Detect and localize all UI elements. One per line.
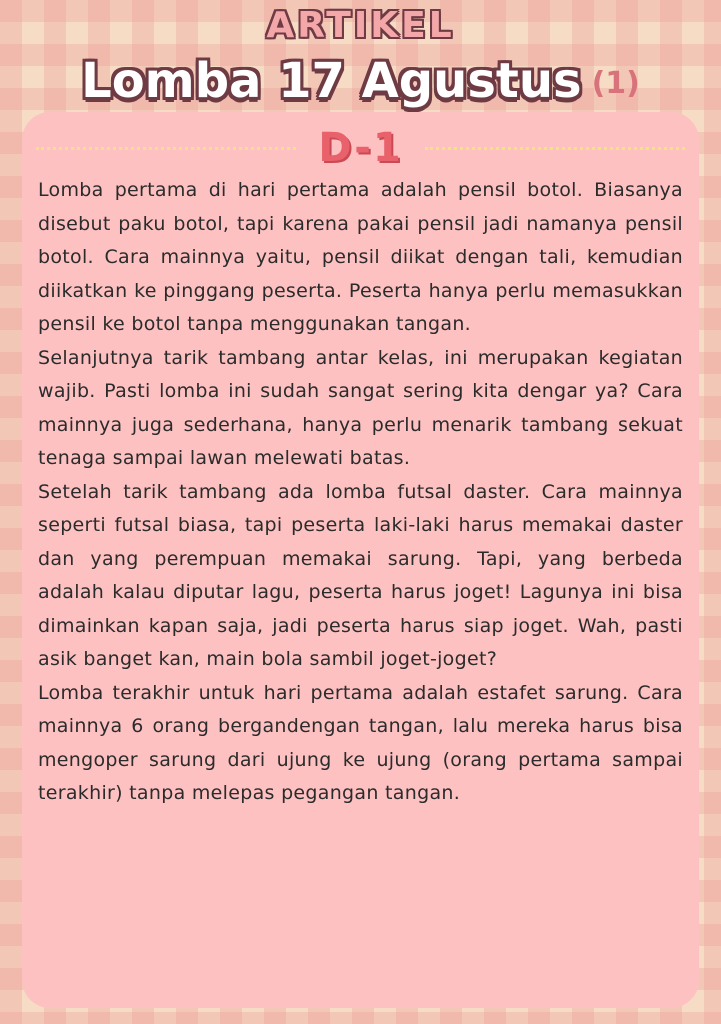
article-card: [22, 112, 699, 1008]
section-label: D-1: [318, 125, 403, 171]
article-part-number: (1): [591, 66, 640, 101]
article-title-text: Lomba 17 Agustus: [81, 53, 582, 109]
paragraph: Selanjutnya tarik tambang antar kelas, ini merupakan kegiatan wajib. Pasti lomba ini sudah sangat sering kita dengar ya? Cara mainnya juga sederhana, hanya perlu menarik tambang sekuat tenaga sampai lawan melewati batas.: [38, 346, 683, 469]
section-header: [36, 126, 685, 170]
paragraph: Setelah tarik tambang ada lomba futsal daster. Cara mainnya seperti futsal biasa, tapi peserta laki-laki harus memakai daster dan yang perempuan memakai sarung. Tapi, yang berbeda adalah kalau diputar lagu, peserta harus joget! Lagunya ini bisa dimainkan kapan saja, jadi peserta harus siap joget. Wah, pasti asik banget kan, main bola sambil joget-joget?: [38, 480, 683, 670]
paragraph: Lomba terakhir untuk hari pertama adalah estafet sarung. Cara mainnya 6 orang bergandengan tangan, lalu mereka harus bisa mengoper sarung dari ujung ke ujung (orang pertama sampai terakhir) tanpa melepas pegangan tangan.: [38, 681, 683, 804]
article-kicker: ARTIKEL: [266, 5, 455, 46]
divider-left: [36, 147, 296, 150]
paragraph: Lomba pertama di hari pertama adalah pensil botol. Biasanya disebut paku botol, tapi karena pakai pensil jadi namanya pensil botol. Cara mainnya yaitu, pensil diikat dengan tali, kemudian diikatkan ke pinggang peserta. Peserta hanya perlu memasukkan pensil ke botol tanpa menggunakan tangan.: [38, 179, 683, 335]
article-body: [38, 174, 683, 811]
divider-right: [425, 147, 685, 150]
